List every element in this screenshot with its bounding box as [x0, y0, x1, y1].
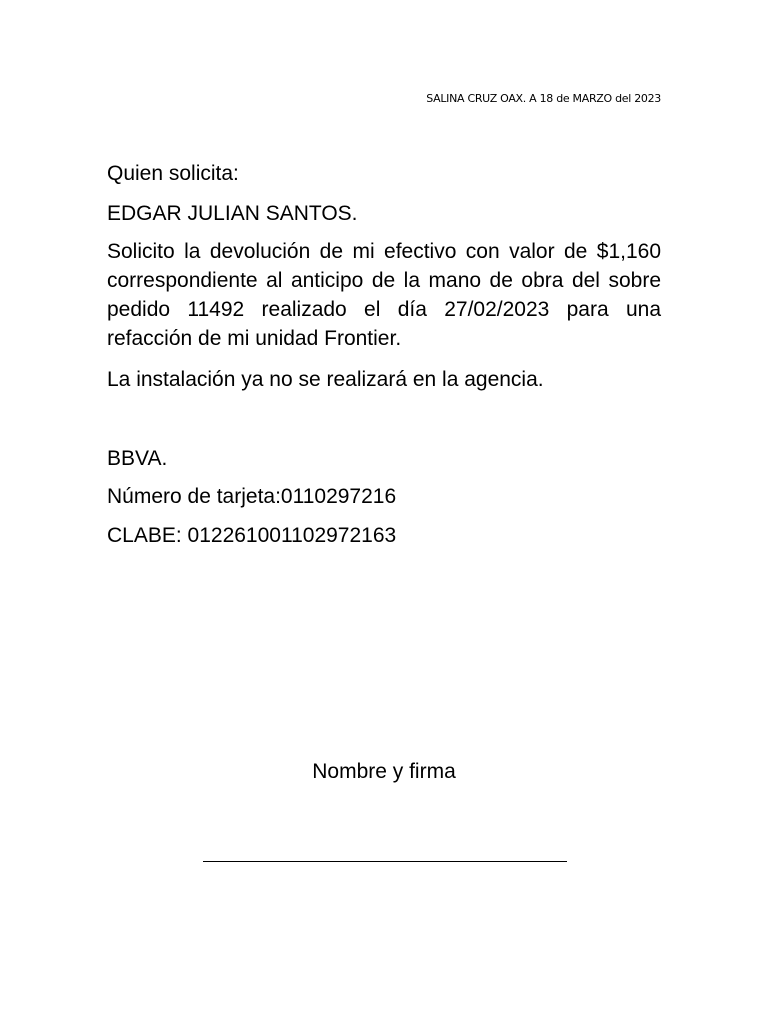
signature-label: Nombre y firma: [312, 760, 456, 783]
request-paragraph: Solicito la devolución de mi efectivo con valor de $1,160 correspondiente al anticipo de la mano de obra del sobre pedido 11492 realizado el día 27/02/2023 para una refacción de mi unidad Frontier.: [107, 240, 661, 350]
bank-name: BBVA.: [107, 447, 168, 470]
signature-line: [203, 861, 567, 862]
card-number: Número de tarjeta:0110297216: [107, 485, 397, 508]
clabe-number: CLABE: 012261001102972163: [107, 524, 397, 547]
installation-note: La instalación ya no se realizará en la agencia.: [107, 368, 544, 391]
requester-label: Quien solicita:: [107, 162, 239, 185]
requester-name: EDGAR JULIAN SANTOS.: [107, 202, 358, 225]
date-line: SALINA CRUZ OAX. A 18 de MARZO del 2023: [426, 92, 661, 105]
